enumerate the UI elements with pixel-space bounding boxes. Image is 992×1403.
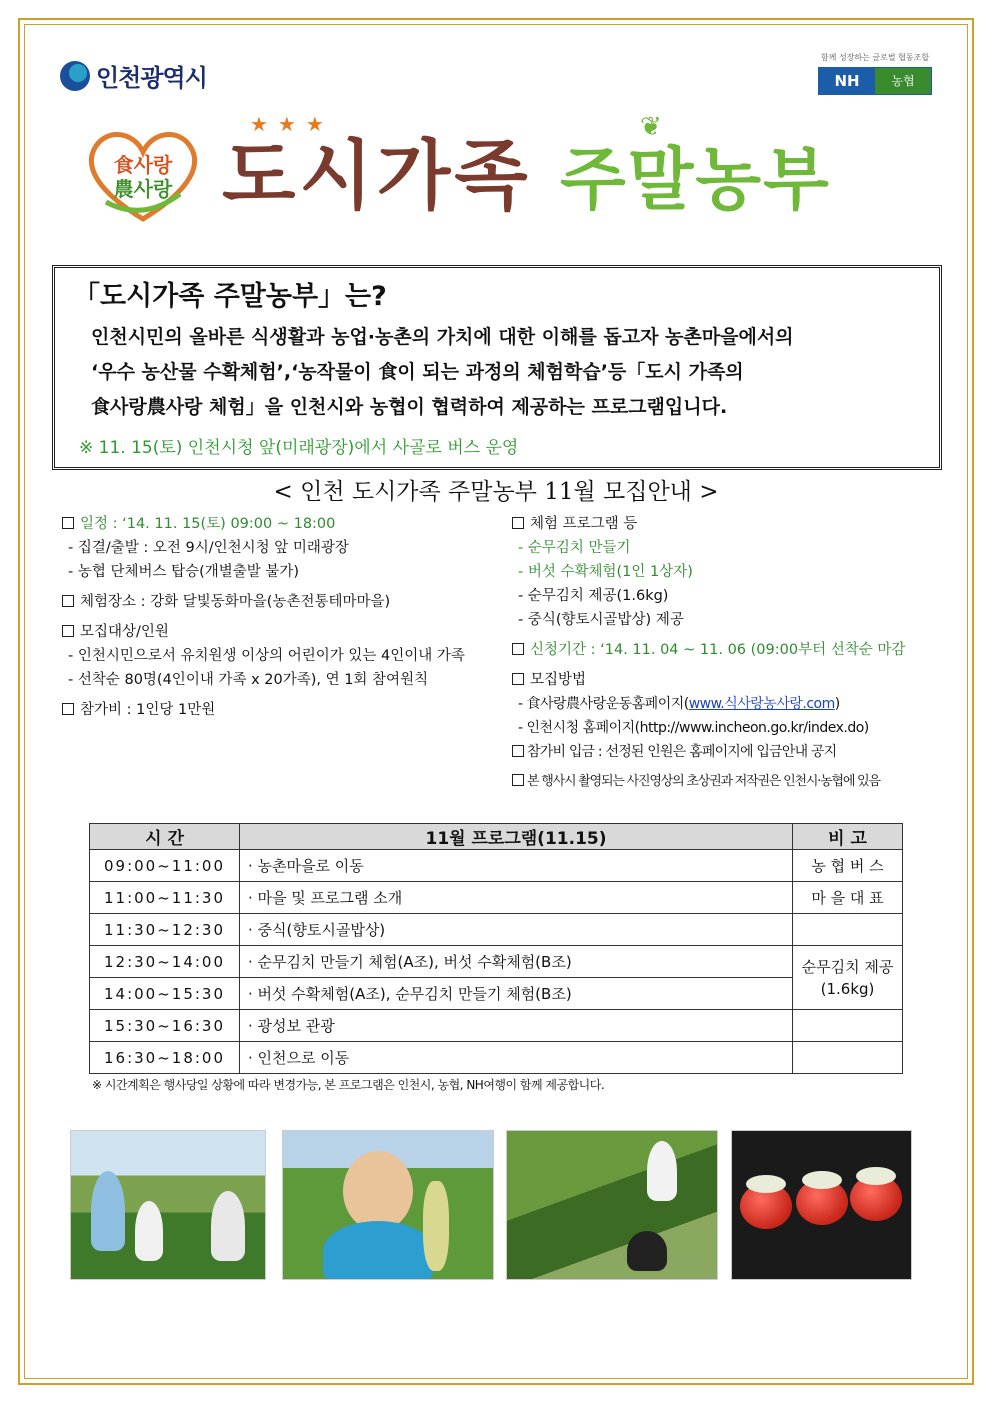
table-header-row xyxy=(90,824,903,850)
girl-face xyxy=(343,1151,413,1231)
method-sub-1 xyxy=(512,692,952,716)
info-left-column xyxy=(62,512,502,722)
row-program: · 버섯 수확체험(A조), 순무김치 만들기 체험(B조) xyxy=(240,978,793,1010)
empty-square-icon xyxy=(62,703,74,715)
schedule-table xyxy=(89,823,903,1074)
child-figure xyxy=(91,1171,125,1251)
row-program: · 광성보 관광 xyxy=(240,1010,793,1042)
row-program: · 인천으로 이동 xyxy=(240,1042,793,1074)
intro-line-1: 인천시민의 올바른 식생활과 농업·농촌의 가치에 대한 이해를 돕고자 농촌마을에서의 xyxy=(91,326,794,348)
table-row xyxy=(90,914,903,946)
row-note-line-1: 순무김치 제공 xyxy=(801,957,894,976)
photo-girl-corn xyxy=(282,1130,494,1280)
star-icon: ★★★ xyxy=(250,112,334,136)
row-note: 마 을 대 표 xyxy=(793,882,903,914)
program-item xyxy=(512,512,952,536)
intro-note: ※ 11. 15(토) 인천시청 앞(미래광장)에서 사골로 버스 운영 xyxy=(79,438,519,458)
intro-box xyxy=(52,265,942,470)
intro-line-3: 食사랑農사랑 체험」을 인천시와 농협이 협력하여 제공하는 프로그램입니다. xyxy=(91,396,728,418)
intro-title: 「도시가족 주말농부」는? xyxy=(73,281,387,312)
apply-head: 신청기간 : ‘14. 11. 04 ~ 11. 06 (09:00부터 선착순 마감 xyxy=(530,642,906,658)
row-program: · 순무김치 만들기 체험(A조), 버섯 수확체험(B조) xyxy=(240,946,793,978)
target-sub-1: - 인천시민으로서 유치원생 이상의 어린이가 있는 4인이내 가족 xyxy=(68,648,465,664)
row-program: · 중식(향토시골밥상) xyxy=(240,914,793,946)
row-time: 14:00~15:30 xyxy=(90,978,240,1010)
program-sub-3: - 순무김치 제공(1.6kg) xyxy=(518,588,669,604)
incheon-logo xyxy=(60,58,207,93)
schedule-head: 일정 : ‘14. 11. 15(토) 09:00 ~ 18:00 xyxy=(80,516,336,532)
tomato-filling xyxy=(746,1175,786,1193)
apply-item xyxy=(512,638,952,662)
title-farm: 주말농부 xyxy=(560,141,831,220)
method-sub-2: - 인천시청 홈페이지(http://www.incheon.go.kr/index.do) xyxy=(518,720,869,736)
row-time: 11:30~12:30 xyxy=(90,914,240,946)
row-time: 11:00~11:30 xyxy=(90,882,240,914)
heart-logo-line2: 農사랑 xyxy=(113,177,173,201)
child-figure xyxy=(211,1191,245,1261)
person-figure xyxy=(647,1141,677,1201)
program-sub-4: - 중식(향토시골밥상) 제공 xyxy=(518,612,684,628)
table-row xyxy=(90,1010,903,1042)
heart-logo-line1: 食사랑 xyxy=(113,153,173,177)
table-footnote: ※ 시간계획은 행사당일 상황에 따라 변경가능, 본 프로그램은 인천시, 농협, NH여행이 함께 제공합니다. xyxy=(92,1078,605,1092)
row-note-line-2: (1.6kg) xyxy=(820,979,875,998)
nh-logo-right: 농협 xyxy=(875,68,931,94)
row-time: 12:30~14:00 xyxy=(90,946,240,978)
title-city: 도시가족 xyxy=(222,131,532,220)
program-sub-2: - 버섯 수확체험(1인 1상자) xyxy=(518,564,693,580)
table-row xyxy=(90,882,903,914)
leaf-icon: ❦ xyxy=(640,112,662,142)
incheon-logo-text: 인천광역시 xyxy=(96,64,207,92)
place-head: 체험장소 : 강화 달빛동화마을(농촌전통테마마을) xyxy=(80,594,391,610)
row-note-merged xyxy=(793,946,903,1010)
header-time: 시 간 xyxy=(90,824,240,850)
empty-square-icon xyxy=(62,595,74,607)
nh-logo xyxy=(818,52,932,95)
row-program: · 마을 및 프로그램 소개 xyxy=(240,882,793,914)
nh-slogan: 함께 성장하는 글로벌 협동조합 xyxy=(820,53,930,62)
target-head: 모집대상/인원 xyxy=(80,624,169,640)
intro-body xyxy=(73,320,921,425)
table-row xyxy=(90,850,903,882)
row-time: 15:30~16:30 xyxy=(90,1010,240,1042)
copyright-item xyxy=(512,770,952,794)
table-row xyxy=(90,978,903,1010)
payment-item xyxy=(512,740,952,764)
program-sub-1: - 순무김치 만들기 xyxy=(518,540,631,556)
schedule-sub-2: - 농협 단체버스 탑승(개별출발 불가) xyxy=(68,564,300,580)
method-sub-1-suffix: ) xyxy=(834,696,840,712)
child-figure xyxy=(135,1201,163,1261)
incheon-logo-icon xyxy=(60,61,90,91)
program-head: 체험 프로그램 등 xyxy=(530,516,638,532)
place-item xyxy=(62,590,502,614)
target-sub-2: - 선착순 80명(4인이내 가족 x 20가족), 연 1회 참여원칙 xyxy=(68,672,429,688)
empty-square-icon xyxy=(512,745,524,757)
empty-square-icon xyxy=(512,774,524,786)
row-program: · 농촌마을로 이동 xyxy=(240,850,793,882)
row-time: 16:30~18:00 xyxy=(90,1042,240,1074)
recruit-subtitle: < 인천 도시가족 주말농부 11월 모집안내 > xyxy=(273,479,719,505)
person-figure xyxy=(627,1231,667,1271)
method-item xyxy=(512,668,952,692)
photo-tomato-harvest xyxy=(506,1130,718,1280)
nh-logo-box xyxy=(818,67,932,95)
table-row xyxy=(90,946,903,978)
girl-shirt xyxy=(323,1221,433,1280)
empty-square-icon xyxy=(512,673,524,685)
empty-square-icon xyxy=(512,643,524,655)
row-note: 농 협 버 스 xyxy=(793,850,903,882)
fee-head: 참가비 : 1인당 1만원 xyxy=(80,702,216,718)
intro-line-2: ‘우수 농산물 수확체험’,‘농작물이 食이 되는 과정의 체험학습’등「도시 가족의 xyxy=(91,361,744,383)
table-row xyxy=(90,1042,903,1074)
empty-square-icon xyxy=(512,517,524,529)
homepage-link[interactable]: www.식사랑농사랑.com xyxy=(688,696,835,712)
photo-stuffed-tomatoes xyxy=(731,1130,912,1280)
nh-logo-left: NH xyxy=(819,68,875,94)
payment-head: 참가비 입금 : 선정된 인원은 홈페이지에 입금안내 공지 xyxy=(527,744,837,760)
empty-square-icon xyxy=(62,625,74,637)
corn xyxy=(423,1181,449,1271)
schedule-sub-1: - 집결/출발 : 오전 9시/인천시청 앞 미래광장 xyxy=(68,540,349,556)
row-note xyxy=(793,1042,903,1074)
tomato-filling xyxy=(802,1171,842,1189)
empty-square-icon xyxy=(62,517,74,529)
header-note: 비 고 xyxy=(793,824,903,850)
row-note xyxy=(793,1010,903,1042)
schedule-item xyxy=(62,512,502,536)
heart-logo-icon xyxy=(84,124,202,224)
row-note xyxy=(793,914,903,946)
target-item xyxy=(62,620,502,644)
copyright-head: 본 행사시 촬영되는 사진영상의 초상권과 저작권은 인천시·농협에 있음 xyxy=(527,774,880,789)
photo-children-field xyxy=(70,1130,266,1280)
method-head: 모집방법 xyxy=(530,672,587,688)
info-right-column xyxy=(512,512,952,794)
tomato-filling xyxy=(856,1167,896,1185)
row-time: 09:00~11:00 xyxy=(90,850,240,882)
header-program: 11월 프로그램(11.15) xyxy=(240,824,793,850)
fee-item xyxy=(62,698,502,722)
method-sub-1-prefix: - 食사랑農사랑운동홈페이지( xyxy=(518,696,689,712)
